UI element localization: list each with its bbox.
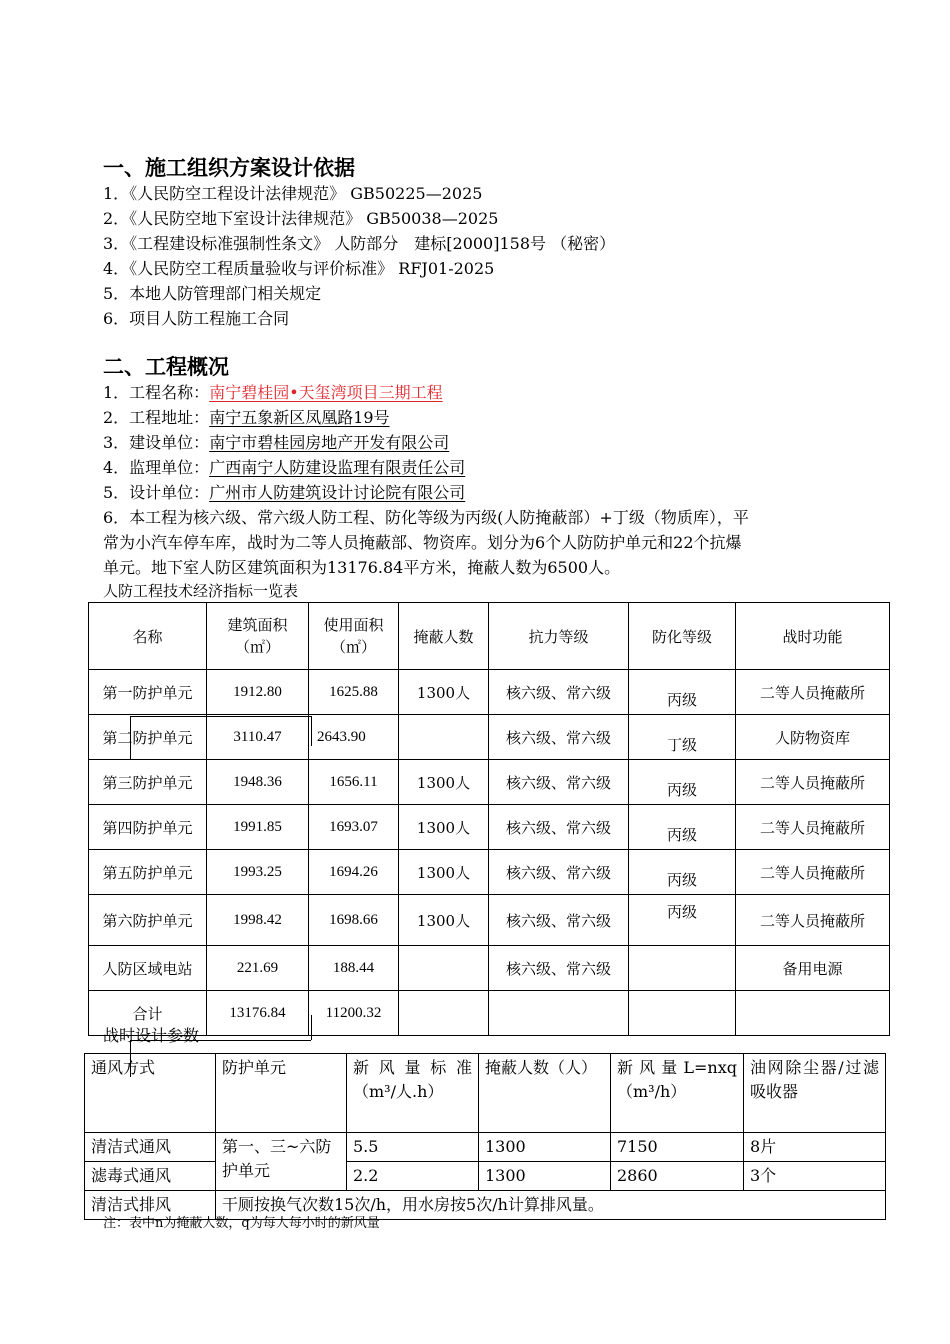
designer-row [103,480,465,503]
wartime-params-table [84,1053,886,1220]
table-cell: 1993.25 [207,850,309,895]
table-cell: 二等人员掩蔽所 [736,760,890,805]
table-cell: 188.44 [309,946,399,991]
table2-caption: 战时设计参数 [103,1026,200,1045]
table-cell: 1998.42 [207,895,309,946]
table-cell: 二等人员掩蔽所 [736,670,890,715]
table-cell: 第六防护单元 [89,895,207,946]
header-cell: 防护单元 [216,1054,347,1133]
table-cell: 二等人员掩蔽所 [736,895,890,946]
table-cell: 人防物资库 [736,715,890,760]
table-cell: 1991.85 [207,805,309,850]
header-cell: 防化等级 [629,603,736,670]
table-cell: 1300 [479,1162,611,1191]
table-cell: 第一、三~六防护单元 [216,1133,347,1191]
table-note: 注：表中n为掩蔽人数，q为每人每小时的新风量 [103,1216,380,1231]
connector-line [311,716,312,746]
table-cell: 2643.90 [309,715,399,760]
header-cell: 建筑面积 （㎡） [207,603,309,670]
table-header-row [89,603,890,670]
table-cell: 丁级 [629,715,736,760]
connector-line [130,716,312,760]
table-cell: 1300人 [399,760,489,805]
table-cell: 3个 [744,1162,886,1191]
field-label: 4．监理单位： [103,458,210,477]
project-address-row [103,405,390,428]
table-cell [399,991,489,1036]
table-cell [629,946,736,991]
basis-item-6: 6．项目人防工程施工合同 [103,309,290,328]
table-cell: 核六级、常六级 [489,895,629,946]
table-cell: 丙级 [629,760,736,805]
section1-title: 一、施工组织方案设计依据 [103,156,355,180]
overview-line-1: 6．本工程为核六级、常六级人防工程、防化等级为丙级(人防掩蔽部）+丁级（物质库），平 [103,508,749,527]
field-label: 3．建设单位： [103,433,210,452]
overview-line-3: 单元。地下室人防区建筑面积为13176.84平方米，掩蔽人数为6500人。 [103,558,621,577]
table-cell: 8片 [744,1133,886,1162]
table-cell: 核六级、常六级 [489,850,629,895]
project-name: 南宁碧桂园•天玺湾项目三期工程 [209,383,443,402]
supervisor: 广西南宁人防建设监理有限责任公司 [209,458,466,477]
table-cell: 1625.88 [309,670,399,715]
table-cell: 二等人员掩蔽所 [736,805,890,850]
designer: 广州市人防建筑设计讨论院有限公司 [209,483,466,502]
header-cell: 通风方式 [85,1054,216,1133]
table-row [89,850,890,895]
table-header-row [85,1054,886,1133]
field-label: 5．设计单位： [103,483,210,502]
table-cell [736,991,890,1036]
table-cell [489,991,629,1036]
header-cell: 油网除尘器/过滤吸收器 [744,1054,886,1133]
table-cell: 1300人 [399,850,489,895]
table-cell: 1656.11 [309,760,399,805]
table-cell: 第五防护单元 [89,850,207,895]
table-cell [629,991,736,1036]
table-cell: 第四防护单元 [89,805,207,850]
table-cell: 第一防护单元 [89,670,207,715]
header-cell: 抗力等级 [489,603,629,670]
table-cell: 1912.80 [207,670,309,715]
header-cell: 新风量标准（m³/人.h） [347,1054,479,1133]
table-cell: 1948.36 [207,760,309,805]
table-cell: 1698.66 [309,895,399,946]
header-cell: 名称 [89,603,207,670]
connector-line [130,716,311,717]
table-cell: 13176.84 [207,991,309,1036]
table-cell: 11200.32 [309,991,399,1036]
table-cell: 1300人 [399,895,489,946]
table-cell: 1300人 [399,805,489,850]
header-cell: 使用面积 （㎡） [309,603,399,670]
header-cell: 掩蔽人数（人） [479,1054,611,1133]
table-cell: 丙级 [629,850,736,895]
section2-title: 二、工程概况 [103,355,229,379]
table-cell: 3110.47 [207,715,309,760]
field-label: 2．工程地址： [103,408,210,427]
field-label: 1．工程名称： [103,383,210,402]
table-cell: 干厕按换气次数15次/h，用水房按5次/h计算排风量。 [216,1191,886,1220]
table-cell: 丙级 [629,670,736,715]
table-cell: 第二防护单元 [89,715,207,760]
header-cell: 战时功能 [736,603,890,670]
table-cell: 1693.07 [309,805,399,850]
table-row [89,895,890,946]
table-total-row [89,991,890,1036]
table-cell: 1694.26 [309,850,399,895]
connector-line [311,1015,312,1040]
indicator-table [88,602,890,1036]
table-cell: 第三防护单元 [89,760,207,805]
table-cell: 丙级 [629,895,736,946]
table-cell: 合计 [89,991,207,1036]
builder-row [103,430,449,453]
basis-item-2: 2．《人民防空地下室设计法律规范》 GB50038—2025 [103,209,499,228]
table-cell: 5.5 [347,1133,479,1162]
table-row [89,670,890,715]
basis-item-4: 4．《人民防空工程质量验收与评价标准》 RFJ01-2025 [103,259,495,278]
table-cell: 1300 [479,1133,611,1162]
header-cell: 掩蔽人数 [399,603,489,670]
header-cell: 新风量L=nxq（m³/h） [611,1054,744,1133]
table-cell: 清洁式通风 [85,1133,216,1162]
table-cell: 核六级、常六级 [489,670,629,715]
table-cell [399,715,489,760]
project-name-row [103,380,443,403]
table-cell: 人防区域电站 [89,946,207,991]
table1-caption: 人防工程技术经济指标一览表 [103,582,299,600]
table-row [85,1133,886,1162]
table-row [89,805,890,850]
table-cell: 核六级、常六级 [489,805,629,850]
table-cell: 221.69 [207,946,309,991]
table-cell: 滤毒式通风 [85,1162,216,1191]
basis-item-3: 3．《工程建设标准强制性条文》 人防部分 建标[2000]158号 （秘密） [103,234,616,253]
table-cell: 核六级、常六级 [489,715,629,760]
table-cell: 备用电源 [736,946,890,991]
table-cell: 1300人 [399,670,489,715]
table-cell: 核六级、常六级 [489,760,629,805]
table-cell: 核六级、常六级 [489,946,629,991]
table-row [89,946,890,991]
overview-line-2: 常为小汽车停车库，战时为二等人员掩蔽部、物资库。划分为6个人防防护单元和22个抗爆 [103,533,742,552]
table-cell: 清洁式排风 [85,1191,216,1220]
table-cell: 丙级 [629,805,736,850]
basis-item-5: 5．本地人防管理部门相关规定 [103,284,322,303]
table-cell [399,946,489,991]
table-row [89,760,890,805]
project-address: 南宁五象新区凤凰路19号 [209,408,390,427]
basis-item-1: 1．《人民防空工程设计法律规范》 GB50225—2025 [103,184,483,203]
table-cell: 7150 [611,1133,744,1162]
table-cell: 2860 [611,1162,744,1191]
builder: 南宁市碧桂园房地产开发有限公司 [209,433,450,452]
supervisor-row [103,455,465,478]
table-cell: 二等人员掩蔽所 [736,850,890,895]
table-cell: 2.2 [347,1162,479,1191]
table-row [85,1162,886,1191]
